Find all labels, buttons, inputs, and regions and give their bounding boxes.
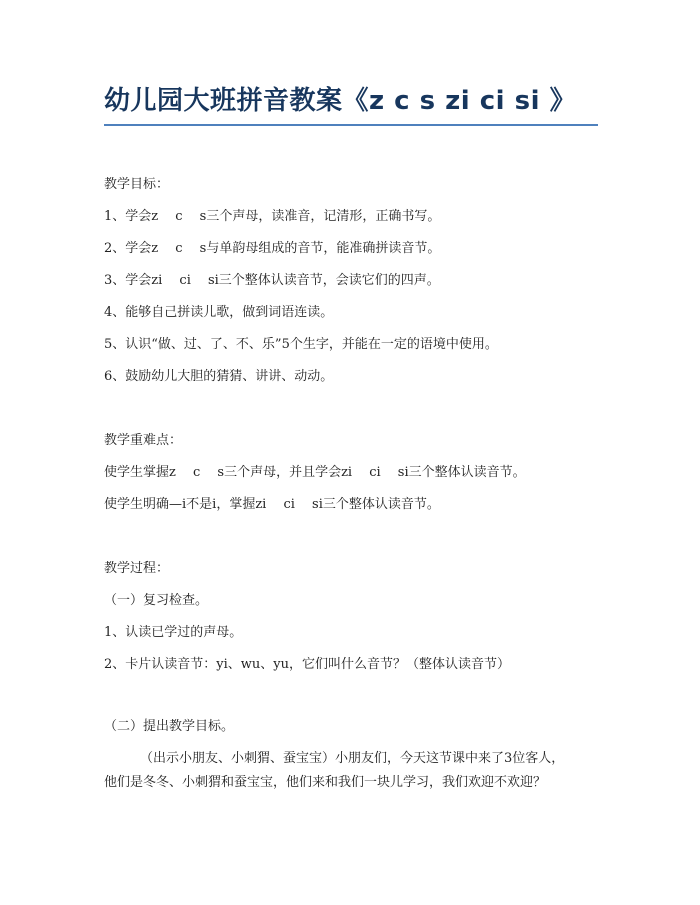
objective-item-1: 1、学会z c s三个声母，读准音，记清形，正确书写。 [104, 209, 441, 224]
objective-item-2: 2、学会z c s与单韵母组成的音节，能准确拼读音节。 [104, 241, 441, 256]
step-2-paragraph-line-1: （出示小朋友、小刺猬、蚕宝宝）小朋友们，今天这节课中来了3位客人， [140, 751, 565, 766]
objectives-heading: 教学目标： [104, 177, 170, 192]
step-1-item-1: 1、认读已学过的声母。 [104, 625, 243, 640]
step-1-heading: （一）复习检查。 [104, 593, 209, 608]
title-underline [104, 124, 598, 126]
step-2-heading: （二）提出教学目标。 [104, 719, 235, 734]
objective-item-6: 6、鼓励幼儿大胆的猜猜、讲讲、动动。 [104, 369, 334, 384]
step-2-paragraph-line-2: 他们是冬冬、小刺猬和蚕宝宝，他们来和我们一块儿学习，我们欢迎不欢迎？ [104, 775, 547, 790]
objective-item-5: 5、认识“做、过、了、不、乐”5个生字，并能在一定的语境中使用。 [104, 337, 498, 352]
step-1-item-2: 2、卡片认读音节：yi、wu、yu，它们叫什么音节？（整体认读音节） [104, 657, 510, 672]
objective-item-4: 4、能够自己拼读儿歌，做到词语连读。 [104, 305, 334, 320]
objective-item-3: 3、学会zi ci si三个整体认读音节，会读它们的四声。 [104, 273, 440, 288]
document-title: 幼儿园大班拼音教案《z c s zi ci si 》 [104, 86, 577, 116]
process-heading: 教学过程： [104, 561, 170, 576]
keypoint-item-2: 使学生明确—i不是i，掌握zi ci si三个整体认读音节。 [104, 497, 440, 512]
keypoints-heading: 教学重难点： [104, 433, 183, 448]
keypoint-item-1: 使学生掌握z c s三个声母，并且学会zi ci si三个整体认读音节。 [104, 465, 526, 480]
